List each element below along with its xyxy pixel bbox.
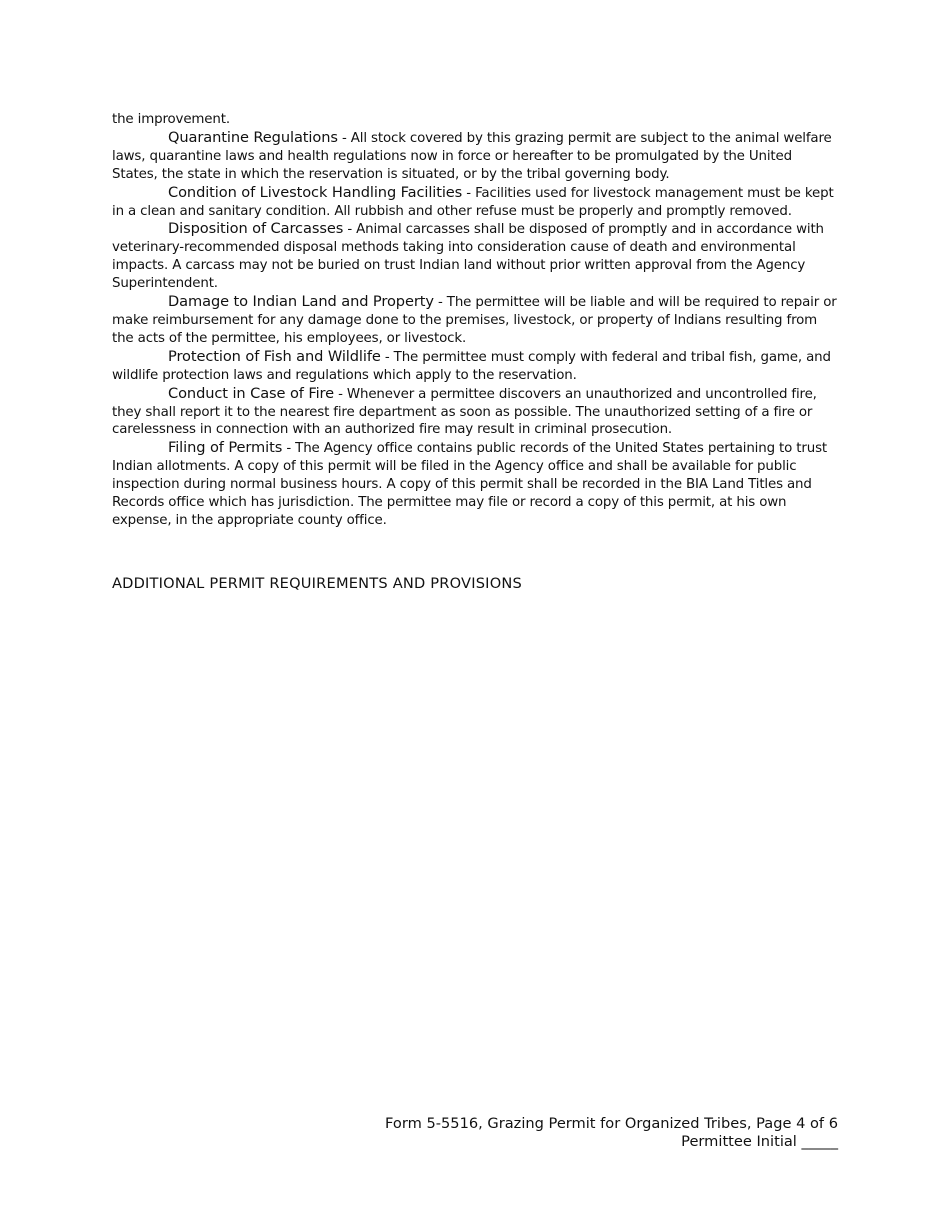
section-text: - The permittee will be liable and will be required to repair or make reimbursement for any damage done to the premises, livestock, or property of Indians resulting from the acts of the permittee, his employees, or livestock. (112, 295, 837, 346)
section-term: Condition of Livestock Handling Facilities (168, 183, 463, 201)
section-protection-of-fish-and-wildlife (112, 348, 840, 385)
section-term: Filing of Permits (168, 439, 283, 457)
section-damage-to-indian-land (112, 293, 840, 348)
permit-body (112, 111, 840, 530)
section-text: - Whenever a permittee discovers an unauthorized and uncontrolled fire, they shall report it to the nearest fire department as soon as possible. The unauthorized setting of a fire or carelessness in connection with an authorized fire may result in criminal prosecution. (112, 386, 817, 438)
section-filing-of-permits (112, 439, 840, 530)
section-text: - The permittee must comply with federal and tribal fish, game, and wildlife protection laws and regulations which apply to the reservation. (112, 349, 831, 383)
section-disposition-of-carcasses (112, 220, 840, 293)
section-term: Disposition of Carcasses (168, 220, 344, 238)
section-text: - Animal carcasses shall be disposed of promptly and in accordance with veterinary-recommended disposal methods taking into consideration cause of death and environmental impacts. A carcass may not be buried on trust Indian land without prior written approval from the Agency Superintendent. (112, 222, 824, 292)
section-conduct-in-case-of-fire (112, 385, 840, 440)
section-quarantine-regulations (112, 129, 840, 184)
permittee-initial-field: Permittee Initial _____ (681, 1133, 838, 1150)
section-term: Conduct in Case of Fire (168, 384, 335, 402)
section-text: - All stock covered by this grazing permit are subject to the animal welfare laws, quarantine laws and health regulations now in force or hereafter to be promulgated by the United States, the state in which the reservation is situated, or by the tribal governing body. (112, 130, 832, 182)
section-term: Damage to Indian Land and Property (168, 293, 434, 311)
section-term: Protection of Fish and Wildlife (168, 347, 381, 365)
section-text: - Facilities used for livestock management must be kept in a clean and sanitary condition. All rubbish and other refuse must be properly and promptly removed. (112, 185, 834, 219)
page-footer (385, 1115, 838, 1151)
section-term: Quarantine Regulations (168, 128, 338, 146)
form-page-label: Form 5-5516, Grazing Permit for Organized Tribes, Page 4 of 6 (385, 1115, 838, 1132)
additional-provisions-heading: ADDITIONAL PERMIT REQUIREMENTS AND PROVISIONS (112, 575, 522, 592)
section-livestock-handling-facilities (112, 184, 840, 221)
continuation-text: the improvement. (112, 112, 230, 127)
section-text: - The Agency office contains public records of the United States pertaining to trust Indian allotments. A copy of this permit will be filed in the Agency office and shall be available for public inspection during normal business hours. A copy of this permit shall be recorded in the BIA Land Titles and Records office which has jurisdiction. The permittee may file or record a copy of this permit, at his own expense, in the appropriate county office. (112, 441, 828, 528)
